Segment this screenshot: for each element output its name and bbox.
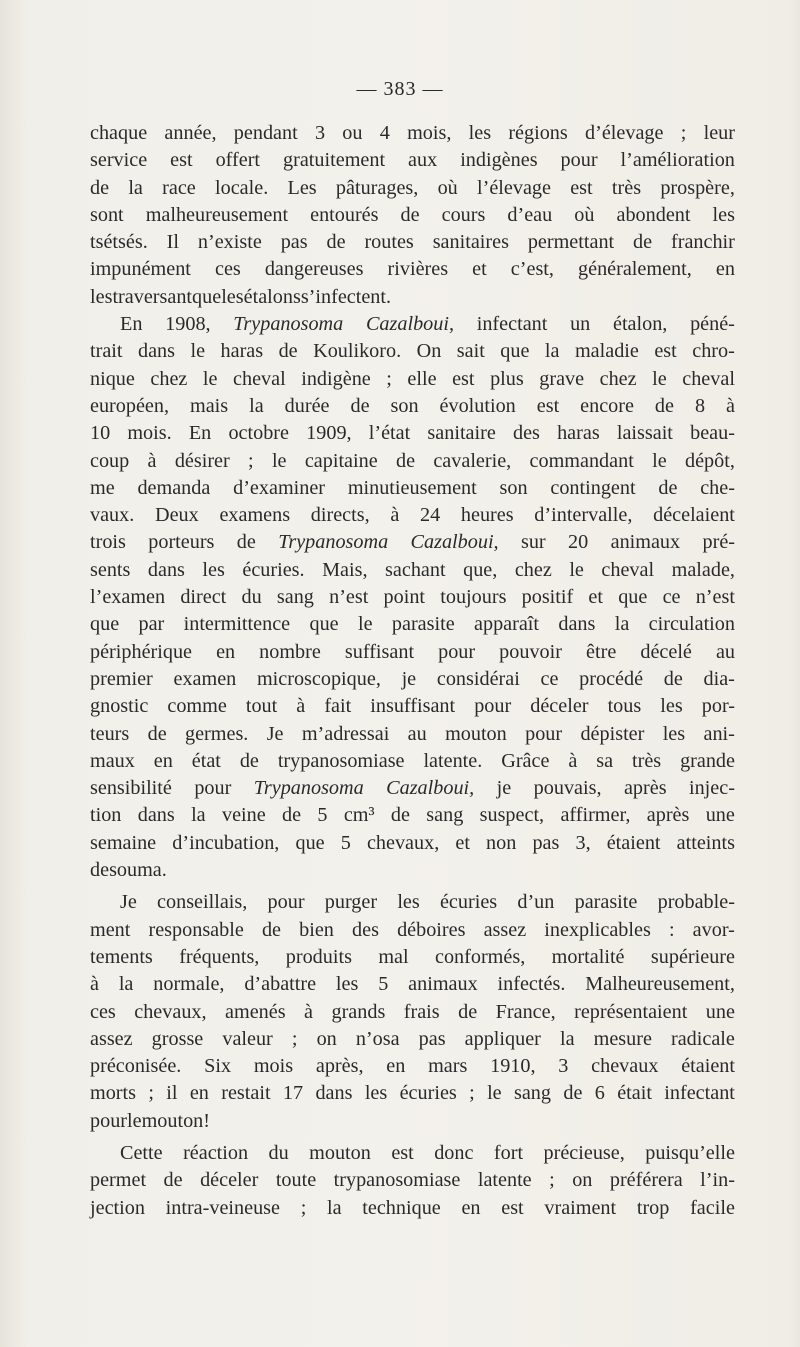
text-line: teurs de germes. Je m’adressai au mouton pour dépister les ani- (90, 722, 735, 745)
text-line: tements fréquents, produits mal conformés, mortalité supérieure (90, 945, 735, 968)
text-line: trois porteurs de Trypanosoma Cazalboui, sur 20 animaux pré- (90, 531, 735, 554)
text-line: Je conseillais, pour purger les écuries d’un parasite probable- (120, 891, 735, 914)
text-line: de souma. (90, 859, 167, 882)
text-line: premier examen microscopique, je considérai ce procédé de dia- (90, 667, 735, 690)
text-line: vaux. Deux examens directs, à 24 heures d’intervalle, décelaient (90, 504, 735, 527)
text-line: morts ; il en restait 17 dans les écuries ; le sang de 6 était infectant (90, 1082, 735, 1105)
text-line: l’examen direct du sang n’est point toujours positif et que ce n’est (90, 586, 735, 609)
text-line: tsétsés. Il n’existe pas de routes sanitaires permettant de franchir (90, 231, 735, 254)
text-line: Cette réaction du mouton est donc fort précieuse, puisqu’elle (120, 1141, 735, 1164)
text-line: semaine d’incubation, que 5 chevaux, et non pas 3, étaient atteints (90, 831, 735, 854)
text-line: préconisée. Six mois après, en mars 1910, 3 chevaux étaient (90, 1055, 735, 1078)
text-line: à la normale, d’abattre les 5 animaux infectés. Malheureusement, (90, 973, 735, 996)
text-line: jection intra-veineuse ; la technique en est vraiment trop facile (90, 1196, 735, 1219)
text-line: 10 mois. En octobre 1909, l’état sanitaire des haras laissait beau- (90, 422, 735, 445)
text-line: périphérique en nombre suffisant pour pouvoir être décelé au (90, 640, 735, 663)
text-line: sents dans les écuries. Mais, sachant que, chez le cheval malade, (90, 558, 735, 581)
text-line: impunément ces dangereuses rivières et c’est, généralement, en (90, 258, 735, 281)
text-line: européen, mais la durée de son évolution est encore de 8 à (90, 394, 735, 417)
text-line: ces chevaux, amenés à grands frais de France, représentaient une (90, 1000, 735, 1023)
text-line: de la race locale. Les pâturages, où l’élevage est très prospère, (90, 176, 735, 199)
text-line: permet de déceler toute trypanosomiase latente ; on préférera l’in- (90, 1169, 735, 1192)
text-line: sensibilité pour Trypanosoma Cazalboui, je pouvais, après injec- (90, 777, 735, 800)
text-line: sont malheureusement entourés de cours d’eau où abondent les (90, 203, 735, 226)
text-line: assez grosse valeur ; on n’osa pas appliquer la mesure radicale (90, 1027, 735, 1050)
text-line: les traversant que les étalons s’infectent. (90, 285, 392, 308)
text-line: me demanda d’examiner minutieusement son contingent de che- (90, 476, 735, 499)
text-line: gnostic comme tout à fait insuffisant pour déceler tous les por- (90, 695, 735, 718)
text-line: ment responsable de bien des déboires assez inexplicables : avor- (90, 918, 735, 941)
page-number: — 383 — (356, 78, 444, 100)
text-line: tion dans la veine de 5 cm³ de sang suspect, affirmer, après une (90, 804, 735, 827)
text-line: service est offert gratuitement aux indigènes pour l’amélioration (90, 149, 735, 172)
text-line: pour le mouton ! (90, 1109, 211, 1132)
text-line: chaque année, pendant 3 ou 4 mois, les régions d’élevage ; leur (90, 122, 735, 144)
text-line: que par intermittence que le parasite apparaît dans la circulation (90, 613, 735, 636)
text-line: maux en état de trypanosomiase latente. Grâce à sa très grande (90, 749, 735, 772)
text-line: En 1908, Trypanosoma Cazalboui, infectant un étalon, péné- (120, 313, 735, 336)
text-line: nique chez le cheval indigène ; elle est plus grave chez le cheval (90, 367, 735, 390)
text-line: trait dans le haras de Koulikoro. On sait que la maladie est chro- (90, 340, 735, 363)
body-text (90, 120, 735, 1222)
text-line: coup à désirer ; le capitaine de cavalerie, commandant le dépôt, (90, 449, 735, 472)
